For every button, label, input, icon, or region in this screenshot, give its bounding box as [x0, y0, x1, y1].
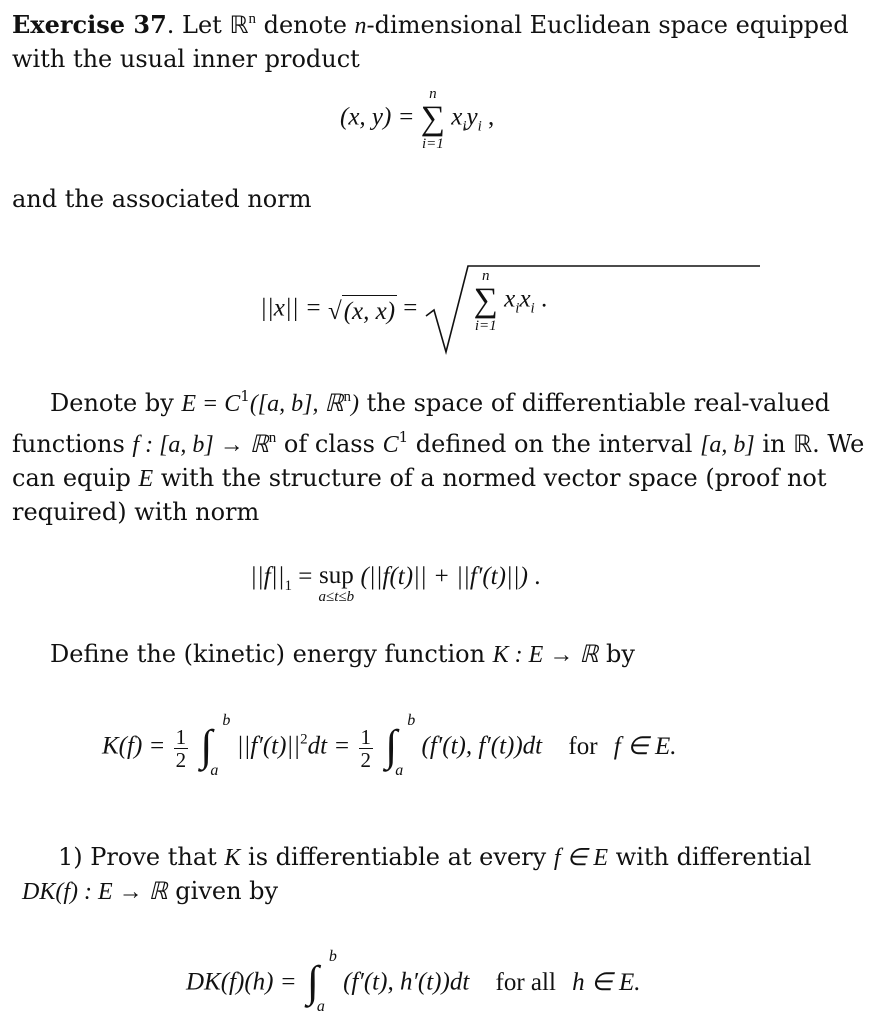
- sum-operator: n ∑ i=1: [420, 86, 445, 152]
- equation-inner-product: (x, y) = n ∑ i=1 $x_iy_i$ ,: [340, 86, 495, 152]
- integral-sign: ∫ b a: [306, 948, 337, 1015]
- equation-kinetic: K(f) = $\frac{1}{2}$ ∫ b a $||f'(t)||^2dt$ = $\frac{1}{2}$ ∫ b a (f′(t), f′(t))dt for f ∈ E.: [102, 712, 677, 779]
- exercise-intro: Exercise 37. Let ℝ$^n$ denote n-dimensional Euclidean space equipped with the usual inner product: [12, 10, 849, 73]
- question-1: 1) Prove that K is differentiable at every f ∈ E with differential DK(f) : E → ℝ given by: [22, 843, 812, 905]
- equation-f-norm: $||f||_1$ = sup a≤t≤b (||f(t)|| + ||f′(t)||) .: [250, 562, 541, 605]
- norm-intro-text: and the associated norm: [12, 185, 312, 213]
- paragraph-space-E: Denote by $E = C^1([a$, b], ℝ$^n$) the space of differentiable real-valued functions f : [a, b] → ℝ$^n$ of class $C^1$ defined on the interval [a, b] in ℝ. We can equip E with the structure of a normed vector space (proof not required) with norm: [12, 387, 865, 526]
- equation-differential: DK(f)(h) = ∫ b a (f′(t), h′(t))dt for all h ∈ E.: [186, 948, 641, 1015]
- kinetic-intro: Define the (kinetic) energy function K : E → ℝ by: [50, 640, 635, 668]
- equation-norm: ||x|| = √(x, x) = n ∑ i=1 $x_ix_i$ .: [260, 262, 764, 358]
- integral-sign: ∫ b a: [200, 712, 231, 779]
- exercise-label: Exercise 37: [12, 10, 167, 39]
- big-sqrt: n ∑ i=1 $x_ix_i$ .: [424, 262, 764, 358]
- integral-sign: ∫ b a: [385, 712, 416, 779]
